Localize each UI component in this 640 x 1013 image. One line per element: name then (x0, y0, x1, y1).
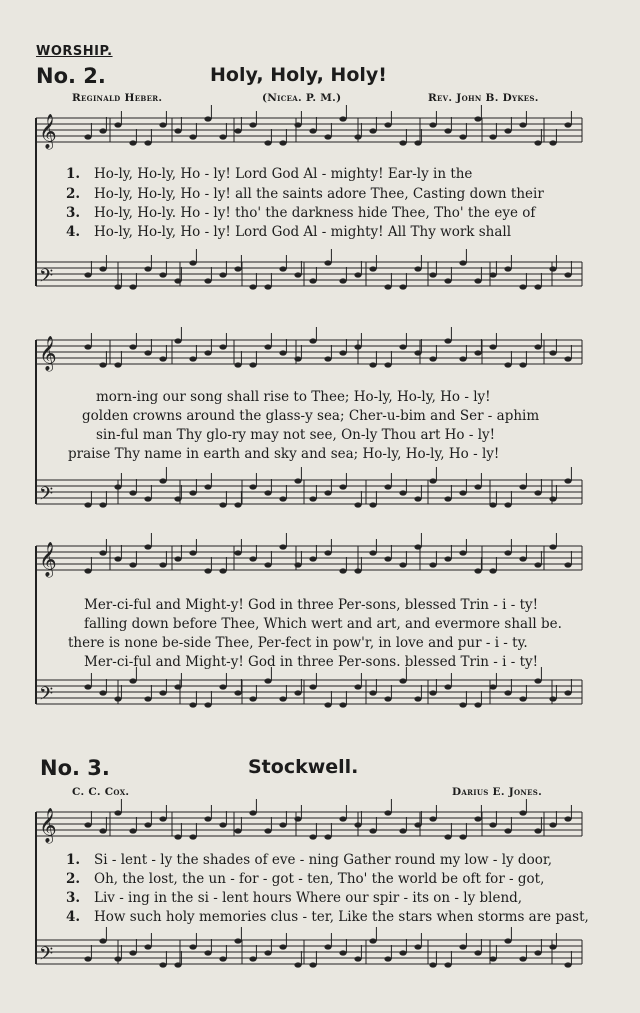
verse-line: 3. Liv - ing in the si - lent hours Where our spir - its on - ly blend, (66, 890, 523, 906)
section-tag: WORSHIP. (36, 44, 113, 59)
svg-text:𝄞: 𝄞 (39, 114, 57, 149)
lyric-line: golden crowns around the glass-y sea; Cher-u-bim and Ser - aphim (82, 408, 540, 424)
verse-line: 4. How such holy memories clus - ter, Like the stars when storms are past, (66, 909, 589, 925)
hymn-author: Reginald Heber. (72, 92, 163, 104)
svg-text:𝄢: 𝄢 (39, 684, 54, 709)
verse-line: 4. Ho-ly, Ho-ly, Ho - ly! Lord God Al - mighty! All Thy work shall (66, 224, 512, 240)
hymn-number: No. 3. (40, 756, 110, 780)
hymn-title: Holy, Holy, Holy! (210, 64, 387, 86)
svg-text:𝄢: 𝄢 (39, 484, 54, 509)
lyric-line: morn-ing our song shall rise to Thee; Ho-ly, Ho-ly, Ho - ly! (96, 389, 491, 405)
svg-text:𝄢: 𝄢 (39, 266, 54, 291)
svg-text:𝄢: 𝄢 (39, 944, 54, 969)
verse-line: 2. Ho-ly, Ho-ly, Ho - ly! all the saints adore Thee, Casting down their (66, 186, 544, 202)
lyric-line: there is none be-side Thee, Per-fect in pow'r, in love and pur - i - ty. (68, 635, 528, 651)
hymn-number: No. 2. (36, 64, 106, 88)
lyric-line: praise Thy name in earth and sky and sea; Ho-ly, Ho-ly, Ho - ly! (68, 446, 500, 462)
hymn-composer: Rev. John B. Dykes. (428, 92, 539, 104)
lyric-line: falling down before Thee, Which wert and art, and evermore shall be. (84, 616, 562, 632)
svg-text:𝄞: 𝄞 (39, 336, 57, 371)
hymn-title: Stockwell. (248, 756, 359, 778)
verse-line: 3. Ho-ly, Ho-ly. Ho - ly! tho' the darkness hide Thee, Tho' the eye of (66, 205, 536, 221)
lyric-line: sin-ful man Thy glo-ry may not see, On-ly Thou art Ho - ly! (96, 427, 496, 443)
lyric-line: Mer-ci-ful and Might-y! God in three Per-sons, blessed Trin - i - ty! (84, 597, 539, 613)
lyric-line: Mer-ci-ful and Might-y! God in three Per-sons. blessed Trin - i - ty! (84, 654, 539, 670)
svg-text:𝄞: 𝄞 (39, 808, 57, 843)
hymn-author: C. C. Cox. (72, 786, 130, 798)
verse-line: 1. Ho-ly, Ho-ly, Ho - ly! Lord God Al - mighty! Ear-ly in the (66, 166, 473, 182)
verse-line: 2. Oh, the lost, the un - for - got - ten, Tho' the world be oft for - got, (66, 871, 545, 887)
hymn-tune: (Nicea. P. M.) (262, 92, 342, 104)
hymn-composer: Darius E. Jones. (452, 786, 543, 798)
svg-text:𝄞: 𝄞 (39, 542, 57, 577)
verse-line: 1. Si - lent - ly the shades of eve - ning Gather round my low - ly door, (66, 852, 553, 868)
